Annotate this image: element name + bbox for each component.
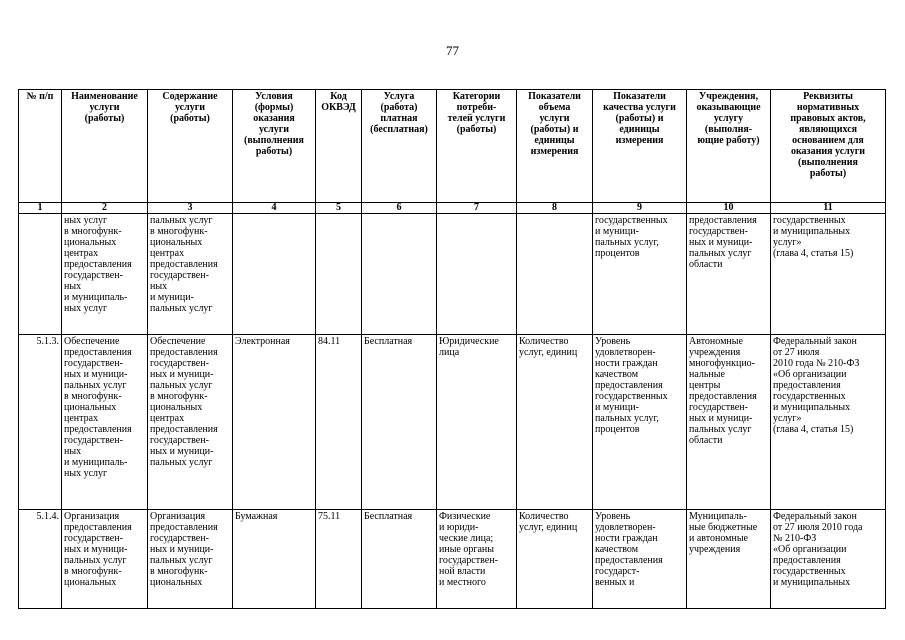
header-cell: Учреждения, оказывающие услугу (выполня- ющие работу)	[687, 90, 771, 203]
table-cell: 84.11	[316, 335, 362, 510]
column-number: 5	[316, 203, 362, 214]
table-cell: государственных и муници- пальных услуг, процентов	[593, 214, 687, 335]
table-cell: предоставления государствен- ных и муници- пальных услуг области	[687, 214, 771, 335]
table-cell: Уровень удовлетворен- ности граждан качеством предоставления государст- венных и	[593, 510, 687, 609]
header-cell: Код ОКВЭД	[316, 90, 362, 203]
table-cell: Количество услуг, единиц	[517, 335, 593, 510]
table-row	[19, 335, 886, 510]
table-cell: Количество услуг, единиц	[517, 510, 593, 609]
table-cell: Обеспечение предоставления государствен- ных и муници- пальных услуг в многофунк- циональных центрах предоставления государствен- ных и муниципаль- ных услуг	[62, 335, 148, 510]
table-row	[19, 510, 886, 609]
table-cell: 5.1.3.	[19, 335, 62, 510]
table-cell: Федеральный закон от 27 июля 2010 года № 210-ФЗ «Об организации предоставления государственных и муниципальных услуг» (глава 4, статья 15)	[771, 335, 886, 510]
table-cell	[437, 214, 517, 335]
column-number: 3	[148, 203, 233, 214]
table-cell	[19, 214, 62, 335]
header-cell: Показатели объема услуги (работы) и единицы измерения	[517, 90, 593, 203]
table-cell: Обеспечение предоставления государствен- ных и муници- пальных услуг в многофунк- циональных центрах предоставления государствен- ных и муници- пальных услуг	[148, 335, 233, 510]
column-number: 8	[517, 203, 593, 214]
table-cell: государственных и муниципальных услуг» (глава 4, статья 15)	[771, 214, 886, 335]
column-number: 10	[687, 203, 771, 214]
header-cell: Реквизиты нормативных правовых актов, являющихся основанием для оказания услуги (выполнения работы)	[771, 90, 886, 203]
table-cell: 75.11	[316, 510, 362, 609]
table-cell: Физические и юриди- ческие лица; иные органы государствен- ной власти и местного	[437, 510, 517, 609]
header-cell: Условия (формы) оказания услуги (выполнения работы)	[233, 90, 316, 203]
table-cell: Уровень удовлетворен- ности граждан качеством предоставления государственных и муници- пальных услуг, процентов	[593, 335, 687, 510]
table-cell	[316, 214, 362, 335]
header-cell: Категории потреби- телей услуги (работы)	[437, 90, 517, 203]
column-number: 9	[593, 203, 687, 214]
table-cell: Организация предоставления государствен- ных и муници- пальных услуг в многофунк- циональных	[62, 510, 148, 609]
table-cell: Электронная	[233, 335, 316, 510]
services-table	[18, 89, 886, 609]
table-cell: ных услуг в многофунк- циональных центрах предоставления государствен- ных и муниципаль- ных услуг	[62, 214, 148, 335]
table-cell: Автономные учреждения многофункцио- нальные центры предоставления государствен- ных и муници- пальных услуг области	[687, 335, 771, 510]
table-cell	[517, 214, 593, 335]
column-number: 6	[362, 203, 437, 214]
column-number: 4	[233, 203, 316, 214]
table-cell: Бесплатная	[362, 510, 437, 609]
table-cell: Федеральный закон от 27 июля 2010 года № 210-ФЗ «Об организации предоставления государственных и муниципальных	[771, 510, 886, 609]
header-cell: Содержание услуги (работы)	[148, 90, 233, 203]
table-cell: Организация предоставления государствен- ных и муници- пальных услуг в многофунк- циональных	[148, 510, 233, 609]
table-cell: Бумажная	[233, 510, 316, 609]
table-cell: Бесплатная	[362, 335, 437, 510]
table-cell: пальных услуг в многофунк- циональных центрах предоставления государствен- ных и муници- пальных услуг	[148, 214, 233, 335]
table-cell: Муниципаль- ные бюджетные и автономные учреждения	[687, 510, 771, 609]
header-cell: Показатели качества услуги (работы) и единицы измерения	[593, 90, 687, 203]
table-row	[19, 214, 886, 335]
column-number: 7	[437, 203, 517, 214]
page-number: 77	[446, 43, 459, 58]
header-cell: № п/п	[19, 90, 62, 203]
header-cell: Наименование услуги (работы)	[62, 90, 148, 203]
column-number-row	[19, 203, 886, 214]
table-cell: Юридические лица	[437, 335, 517, 510]
table-cell: 5.1.4.	[19, 510, 62, 609]
column-number: 11	[771, 203, 886, 214]
header-cell: Услуга (работа) платная (бесплатная)	[362, 90, 437, 203]
column-number: 1	[19, 203, 62, 214]
table-cell	[362, 214, 437, 335]
header-row	[19, 90, 886, 203]
column-number: 2	[62, 203, 148, 214]
table-cell	[233, 214, 316, 335]
